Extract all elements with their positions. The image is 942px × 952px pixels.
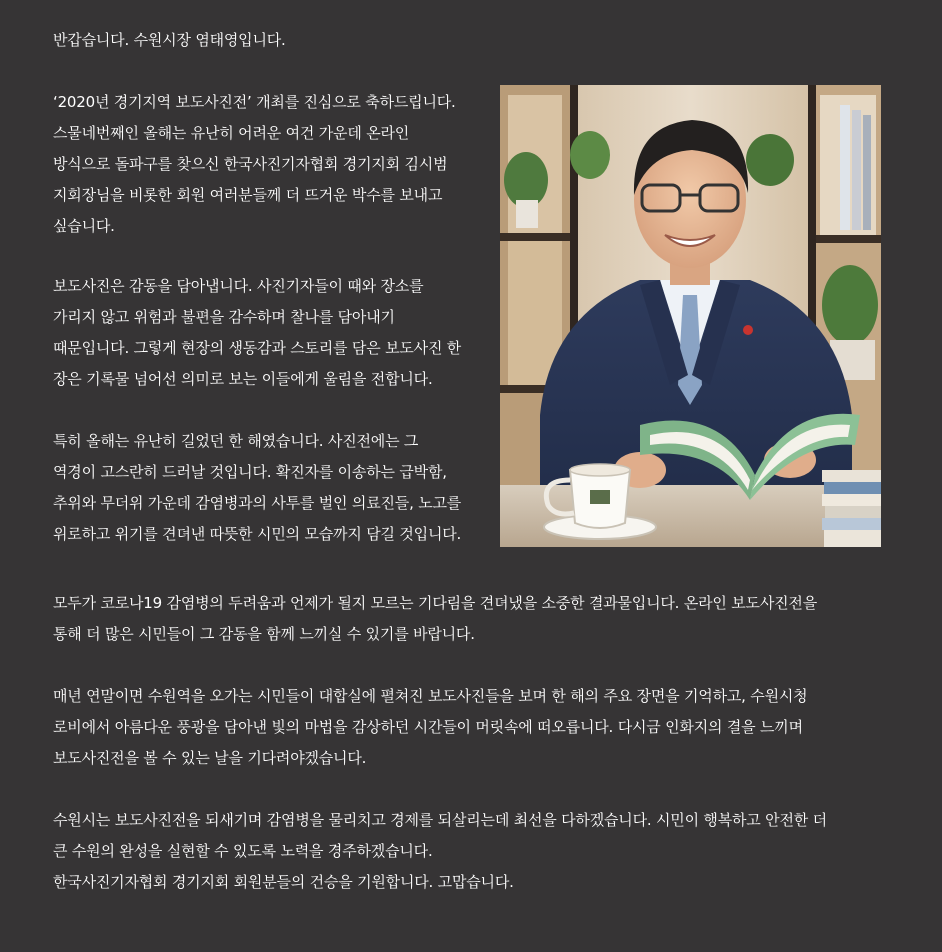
paragraph3-line: 추위와 무더위 가운데 감염병과의 사투를 벌인 의료진들, 노고를: [53, 494, 462, 512]
paragraph6-line: 한국사진기자협회 경기지회 회원분들의 건승을 기원합니다. 고맙습니다.: [53, 873, 514, 891]
paragraph2-line: 때문입니다. 그렇게 현장의 생동감과 스토리를 담은 보도사진 한: [53, 339, 462, 357]
paragraph2-line: 보도사진은 감동을 담아냅니다. 사진기자들이 때와 장소를: [53, 277, 424, 295]
paragraph6-line: 수원시는 보도사진전을 되새기며 감염병을 물리치고 경제를 되살리는데 최선을 다하겠습니다. 시민이 행복하고 안전한 더: [53, 811, 827, 829]
paragraph1-line: ‘2020년 경기지역 보도사진전’ 개최를 진심으로 축하드립니다.: [53, 93, 456, 111]
paragraph1-line: 스물네번째인 올해는 유난히 어려운 여건 가운데 온라인: [53, 124, 410, 142]
paragraph1-line: 지회장님을 비롯한 회원 여러분들께 더 뜨거운 박수를 보내고: [53, 186, 443, 204]
paragraph3-line: 위로하고 위기를 견뎌낸 따뜻한 시민의 모습까지 담길 것입니다.: [53, 525, 462, 543]
greeting-line: 반갑습니다. 수원시장 염태영입니다.: [53, 31, 286, 49]
paragraph2-line: 장은 기록물 넘어선 의미로 보는 이들에게 울림을 전합니다.: [53, 370, 433, 388]
paragraph3-line: 특히 올해는 유난히 길었던 한 해였습니다. 사진전에는 그: [53, 432, 419, 450]
paragraph5-line: 로비에서 아름다운 풍광을 담아낸 빛의 마법을 감상하던 시간들이 머릿속에 떠오릅니다. 다시금 인화지의 결을 느끼며: [53, 718, 803, 736]
paragraph3-line: 역경이 고스란히 드러날 것입니다. 확진자를 이송하는 급박함,: [53, 463, 447, 481]
mayor-portrait-photo: [500, 85, 881, 547]
paragraph2-line: 가리지 않고 위험과 불편을 감수하며 찰나를 담아내기: [53, 308, 395, 326]
paragraph5-line: 보도사진전을 볼 수 있는 날을 기다려야겠습니다.: [53, 749, 367, 767]
paragraph6-line: 큰 수원의 완성을 실현할 수 있도록 노력을 경주하겠습니다.: [53, 842, 433, 860]
paragraph1-line: 싶습니다.: [53, 217, 115, 235]
paragraph4-line: 모두가 코로나19 감염병의 두려움과 언제가 될지 모르는 기다림을 견뎌냈을 소중한 결과물입니다. 온라인 보도사진전을: [53, 594, 817, 612]
paragraph5-line: 매년 연말이면 수원역을 오가는 시민들이 대합실에 펼쳐진 보도사진들을 보며 한 해의 주요 장면을 기억하고, 수원시청: [53, 687, 808, 705]
paragraph4-line: 통해 더 많은 시민들이 그 감동을 함께 느끼실 수 있기를 바랍니다.: [53, 625, 475, 643]
paragraph1-line: 방식으로 돌파구를 찾으신 한국사진기자협회 경기지회 김시범: [53, 155, 448, 173]
